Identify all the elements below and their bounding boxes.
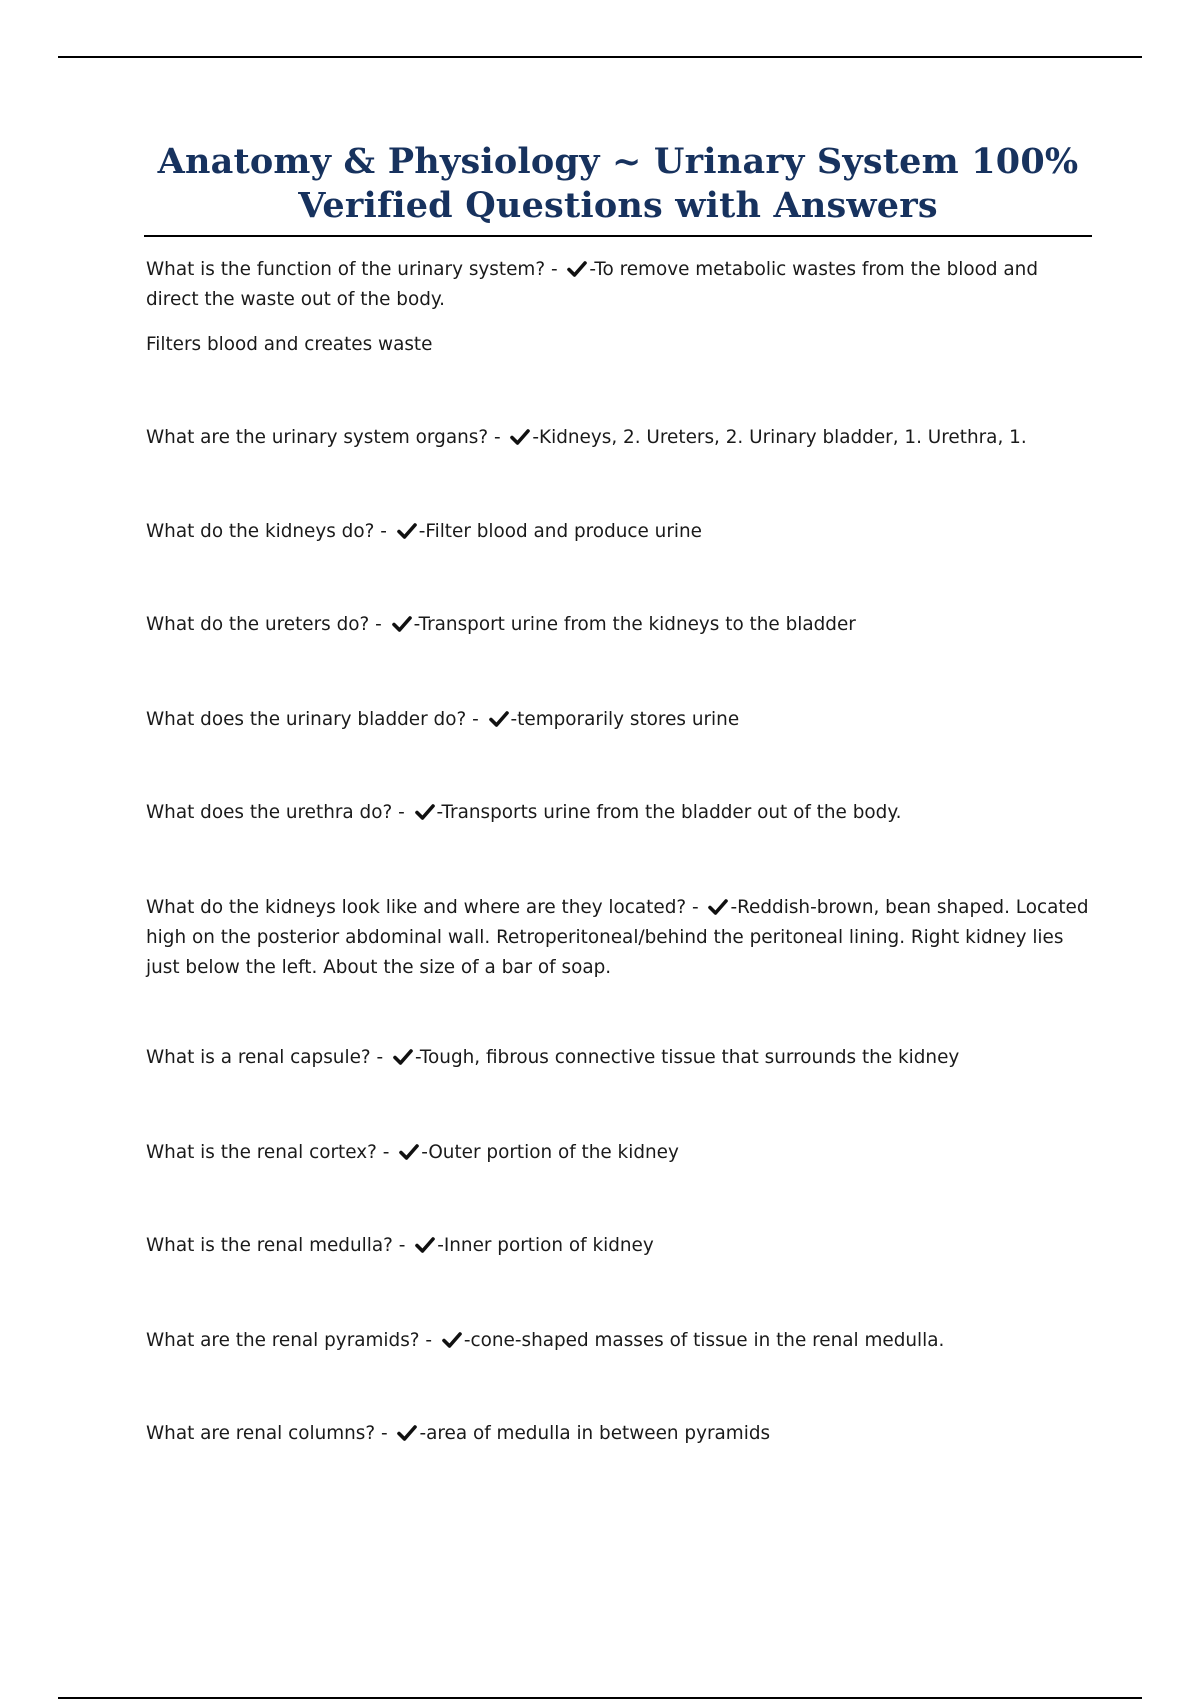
answer-text: -Transports urine from the bladder out of the body. — [436, 802, 902, 823]
separator: - — [375, 1423, 394, 1444]
qa-item — [146, 1326, 1092, 1356]
page-bottom-rule — [58, 1697, 1142, 1699]
title-underline — [144, 235, 1092, 237]
question-text: What is the renal medulla? — [146, 1235, 393, 1256]
answer-text: -Kidneys, 2. Ureters, 2. Urinary bladder, 1. Urethra, 1. — [532, 427, 1027, 448]
qa-item — [146, 798, 1092, 828]
checkmark-icon — [397, 1424, 417, 1442]
answer-text: -Inner portion of kidney — [437, 1235, 654, 1256]
answer-note: Filters blood and creates waste — [146, 334, 433, 355]
answer-text: -Tough, fibrous connective tissue that surrounds the kidney — [414, 1047, 960, 1068]
checkmark-icon — [415, 1236, 435, 1254]
page-top-rule — [58, 56, 1142, 58]
separator: - — [369, 614, 388, 635]
qa-item — [146, 255, 1092, 315]
question-text: What is the function of the urinary system? — [146, 259, 546, 280]
qa-item — [146, 1043, 1092, 1073]
separator: - — [374, 521, 393, 542]
title-line-2: Verified Questions with Answers — [298, 185, 938, 226]
checkmark-icon — [392, 615, 412, 633]
answer-text: -temporarily stores urine — [510, 709, 740, 730]
checkmark-icon — [415, 803, 435, 821]
separator: - — [545, 259, 564, 280]
question-text: What do the kidneys do? — [146, 521, 375, 542]
checkmark-icon — [489, 710, 509, 728]
checkmark-icon — [397, 522, 417, 540]
checkmark-icon — [393, 1048, 413, 1066]
question-text: What is a renal capsule? — [146, 1047, 371, 1068]
separator: - — [686, 897, 705, 918]
question-text: What are the renal pyramids? — [146, 1330, 420, 1351]
answer-text: -Transport urine from the kidneys to the bladder — [413, 614, 856, 635]
question-text: What is the renal cortex? — [146, 1142, 377, 1163]
question-text: What do the ureters do? — [146, 614, 370, 635]
checkmark-icon — [442, 1331, 462, 1349]
question-text: What does the urinary bladder do? — [146, 709, 467, 730]
title-line-1: Anatomy & Physiology ~ Urinary System 100% — [157, 141, 1079, 182]
checkmark-icon — [708, 898, 728, 916]
question-text: What does the urethra do? — [146, 802, 393, 823]
question-text: What are renal columns? — [146, 1423, 376, 1444]
question-text: What are the urinary system organs? — [146, 427, 489, 448]
checkmark-icon — [567, 260, 587, 278]
separator: - — [392, 802, 411, 823]
separator: - — [466, 709, 485, 730]
qa-item — [146, 1231, 1092, 1261]
separator: - — [376, 1142, 396, 1163]
document-title — [144, 140, 1092, 228]
question-text: What do the kidneys look like and where are they located? — [146, 897, 687, 918]
separator: - — [370, 1047, 389, 1068]
qa-item — [146, 610, 1092, 640]
qa-item — [146, 1138, 1092, 1168]
answer-text: -Reddish-brown, bean shaped. Located high on the posterior abdominal wall. Retroperitoneal/behind the peritoneal lining. Right kidney lies just below the left. About the size of a bar of soap. — [146, 897, 1089, 978]
qa-item — [146, 705, 1092, 735]
separator: - — [392, 1235, 412, 1256]
answer-text: -To remove metabolic wastes from the blood and direct the waste out of the body. — [146, 259, 1038, 310]
answer-text: -Outer portion of the kidney — [421, 1142, 679, 1163]
separator: - — [488, 427, 507, 448]
answer-text: -cone-shaped masses of tissue in the renal medulla. — [463, 1330, 945, 1351]
checkmark-icon — [510, 428, 530, 446]
checkmark-icon — [399, 1143, 419, 1161]
qa-item — [146, 423, 1092, 453]
answer-text: -area of medulla in between pyramids — [419, 1423, 771, 1444]
separator: - — [419, 1330, 438, 1351]
qa-item — [146, 517, 1092, 547]
qa-item — [146, 893, 1092, 983]
qa-item — [146, 1419, 1092, 1449]
answer-text: -Filter blood and produce urine — [418, 521, 702, 542]
